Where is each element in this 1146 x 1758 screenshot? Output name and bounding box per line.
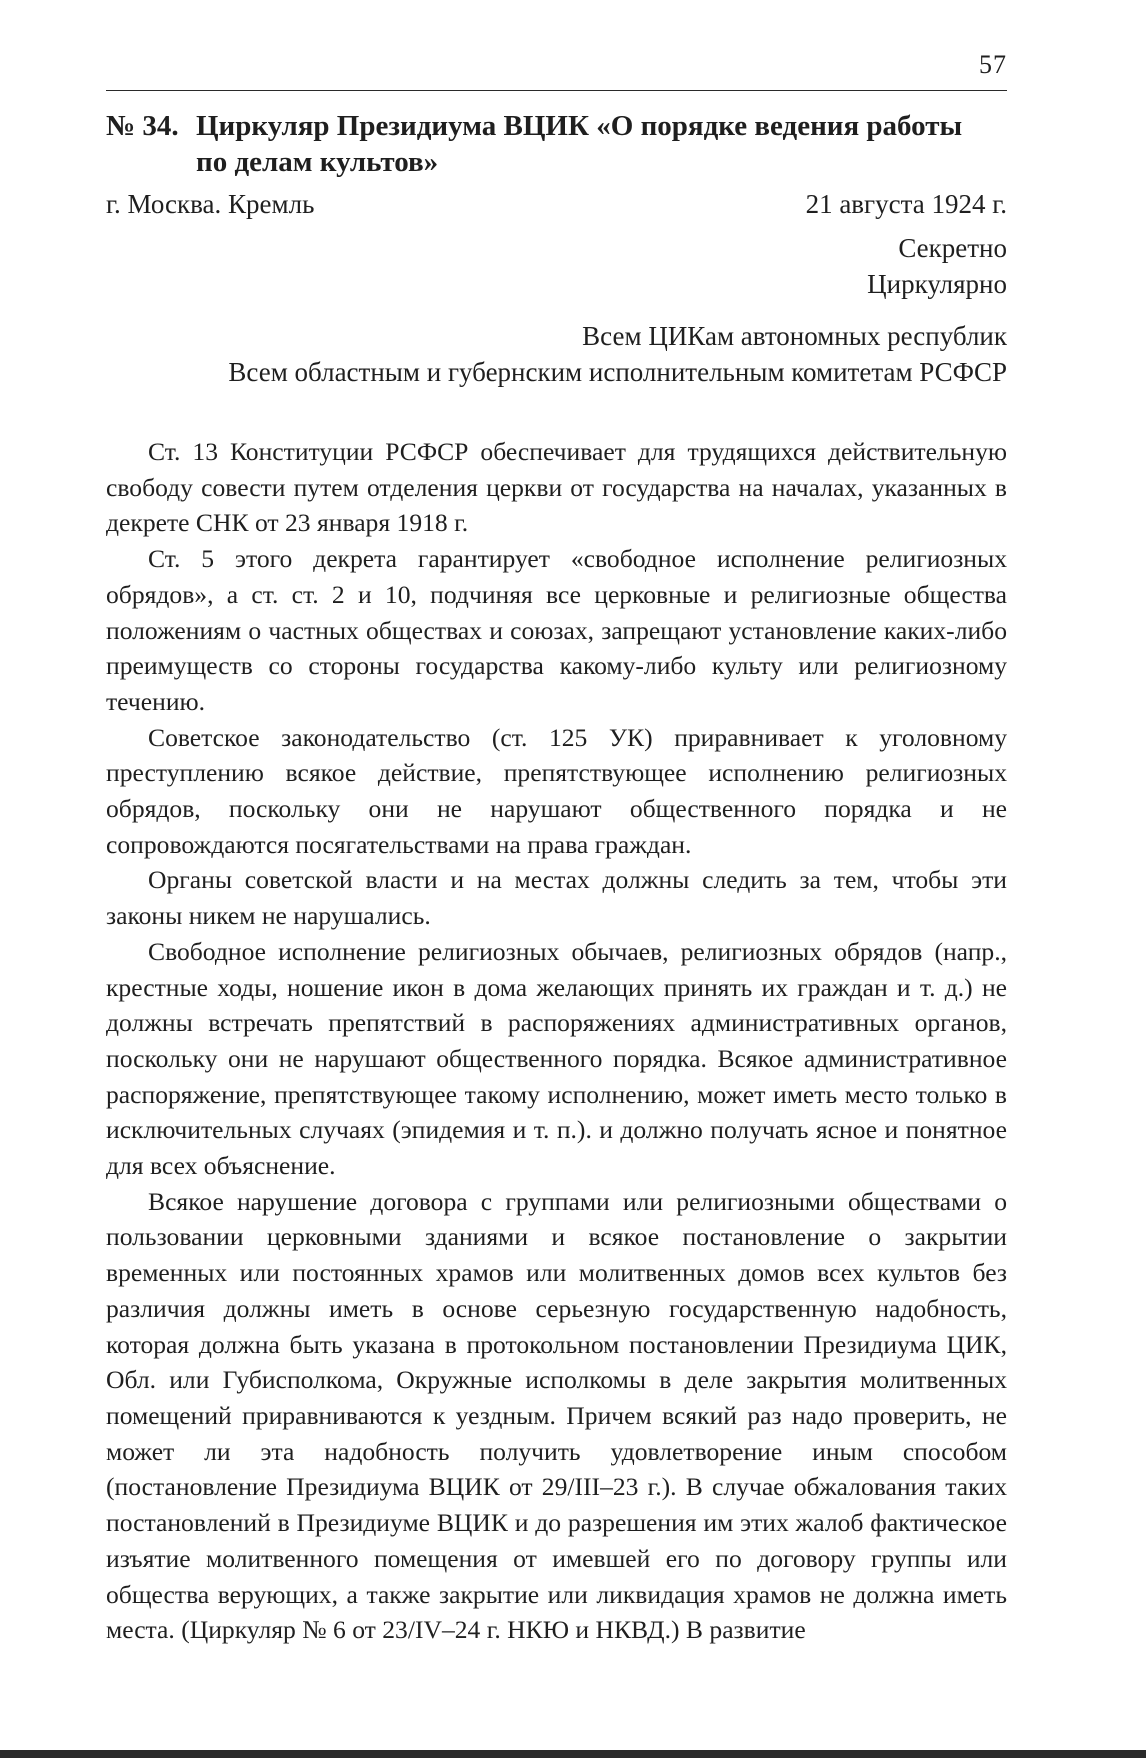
paragraph-5: Свободное исполнение религиозных обычаев, религиозных обрядов (напр., крестные ходы, ношение икон в дома желающих принять их граждан и т. д.) не должны встречать препятствий в распоряжениях административных органов, поскольку они не нарушают общественного порядка. Всякое административное распоряжение, препятствующее такому исполнению, может иметь место только в исключительных случаях (эпидемия и т. п.). и должно получать ясное и понятное для всех объяснение. [106, 936, 1007, 1181]
classification-marks [867, 230, 1007, 302]
mark-circular: Циркулярно [867, 269, 1007, 299]
addressee-2: Всем областным и губернским исполнительным комитетам РСФСР [228, 357, 1007, 387]
paragraph-1: Ст. 13 Конституции РСФСР обеспечивает для трудящихся действительную свободу совести путем отделения церкви от государства на началах, указанных в декрете СНК от 23 января 1918 г. [106, 437, 1007, 538]
header-rule [106, 90, 1007, 91]
title-line-2: по делам культов» [196, 146, 439, 178]
paragraph-2: Ст. 5 этого декрета гарантирует «свободное исполнение религиозных обрядов», а ст. ст. 2 и 10, подчиняя все церковные и религиозные общества положениям о частных обществах и союзах, запрещают установление каких-либо преимуществ со стороны государства какому-либо культу или религиозному течению. [106, 544, 1007, 716]
addressee-1: Всем ЦИКам автономных республик [582, 321, 1007, 351]
document-number: № 34. [106, 110, 179, 142]
document-body [106, 434, 1007, 1648]
paragraph-3: Советское законодательство (ст. 125 УК) приравнивает к уголовному преступлению всякое действие, препятствующее исполнению религиозных обрядов, поскольку они не нарушают общественного порядка и не сопровождаются посягательствами на права граждан. [106, 722, 1007, 859]
mark-secret: Секретно [898, 233, 1007, 263]
paragraph-4: Органы советской власти и на местах должны следить за тем, чтобы эти законы никем не нарушались. [106, 865, 1007, 931]
document-place: г. Москва. Кремль [106, 189, 315, 219]
document-date: 21 августа 1924 г. [805, 189, 1007, 219]
page-number: 57 [979, 50, 1007, 79]
paragraph-6: Всякое нарушение договора с группами или религиозными обществами о пользовании церковными зданиями и всякое постановление о закрытии временных или постоянных храмов или молитвенных домов всех культов без различия должны иметь в основе серьезную государственную надобность, которая должна быть указана в протокольном постановлении Президиума ЦИК, Обл. или Губисполкома, Окружные исполкомы в деле закрытия молитвенных помещений приравниваются к уездным. Причем всякий раз надо проверить, не может ли эта надобность получить удовлетворение иным способом (постановление Президиума ВЦИК от 29/III–23 г.). В случае обжалования таких постановлений в Президиуме ВЦИК и до разрешения им этих жалоб фактическое изъятие молитвенного помещения от имевшей его по договору группы или общества верующих, а также закрытие или ликвидация храмов не должна иметь места. (Циркуляр № 6 от 23/IV–24 г. НКЮ и НКВД.) В развитие [106, 1186, 1007, 1645]
document-title [106, 108, 1007, 180]
addressees [228, 318, 1007, 390]
title-line-1: Циркуляр Президиума ВЦИК «О порядке ведения работы [196, 110, 963, 142]
place-date-row [106, 186, 1007, 222]
scan-edge [0, 1750, 1146, 1758]
